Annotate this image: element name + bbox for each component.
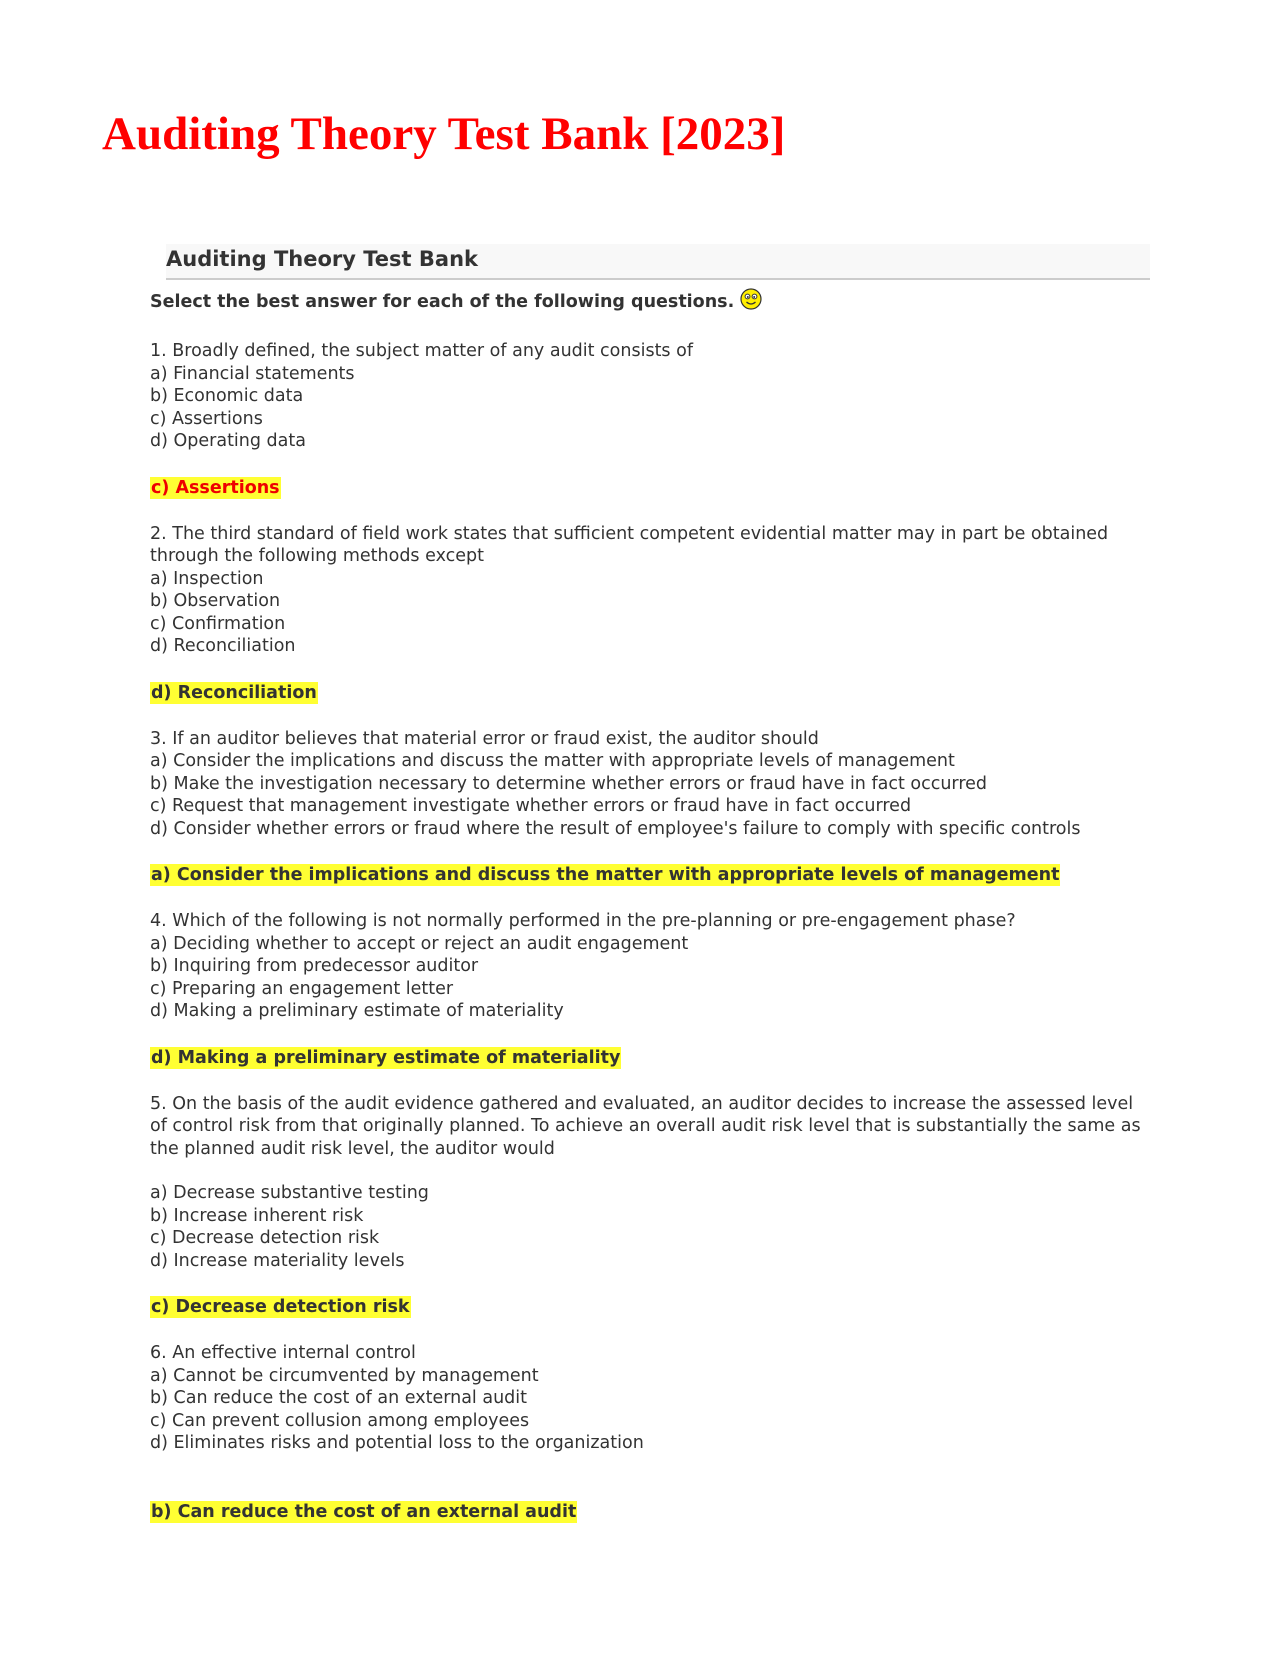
option-c: c) Decrease detection risk	[150, 1228, 380, 1248]
question-text: 3. If an auditor believes that material error or fraud exist, the auditor should	[150, 728, 819, 749]
option-a: a) Cannot be circumvented by management	[150, 1365, 539, 1386]
question-text: 2. The third standard of field work states that sufficient competent evidential matter may in part be obtained through the following methods except	[150, 523, 1109, 566]
question-list	[150, 288, 1150, 1525]
option-d: d) Operating data	[150, 431, 306, 451]
question-text: 5. On the basis of the audit evidence gathered and evaluated, an auditor decides to increase the assessed level of control risk from that originally planned. To achieve an overall audit risk level that is substantially the same as the planned audit risk level, the auditor would	[150, 1093, 1141, 1159]
option-a: a) Deciding whether to accept or reject an audit engagement	[150, 933, 689, 954]
question-5	[150, 1093, 1150, 1321]
section-header-title: Auditing Theory Test Bank	[166, 247, 478, 271]
question-4	[150, 910, 1150, 1071]
option-a: a) Financial statements	[150, 363, 355, 384]
question-1	[150, 340, 1150, 501]
option-c: c) Request that management investigate whether errors or fraud have in fact occurred	[150, 796, 912, 816]
answer-highlight: d) Reconciliation	[151, 682, 317, 703]
option-b: b) Can reduce the cost of an external audit	[150, 1388, 528, 1408]
answer-highlight: c) Assertions	[151, 477, 280, 498]
option-a: a) Decrease substantive testing	[150, 1183, 429, 1203]
document-title: Auditing Theory Test Bank [2023]	[102, 108, 786, 160]
question-2	[150, 523, 1150, 706]
answer-highlight: a) Consider the implications and discuss the matter with appropriate levels of management	[151, 865, 1060, 885]
option-b: b) Observation	[150, 591, 281, 611]
option-c: c) Confirmation	[150, 613, 286, 634]
option-b: b) Make the investigation necessary to determine whether errors or fraud have in fact occurred	[150, 773, 988, 794]
option-a: a) Consider the implications and discuss the matter with appropriate levels of management	[150, 751, 955, 771]
question-6	[150, 1342, 1150, 1525]
answer-highlight: c) Decrease detection risk	[151, 1297, 410, 1317]
option-b: b) Economic data	[150, 386, 304, 406]
option-d: d) Increase materiality levels	[150, 1250, 405, 1271]
option-a: a) Inspection	[150, 568, 264, 589]
smiley-face-icon	[740, 288, 762, 318]
instructions	[150, 288, 1150, 318]
option-b: b) Increase inherent risk	[150, 1205, 364, 1226]
option-d: d) Eliminates risks and potential loss to the organization	[150, 1433, 644, 1453]
option-d: d) Making a preliminary estimate of materiality	[150, 1001, 564, 1021]
question-text: 6. An effective internal control	[150, 1343, 416, 1363]
option-c: c) Can prevent collusion among employees	[150, 1410, 530, 1431]
question-text: 1. Broadly defined, the subject matter of any audit consists of	[150, 341, 693, 361]
question-text: 4. Which of the following is not normally performed in the pre-planning or pre-engagement phase?	[150, 911, 1016, 931]
option-d: d) Consider whether errors or fraud where the result of employee's failure to comply with specific controls	[150, 818, 1081, 839]
answer-highlight: d) Making a preliminary estimate of materiality	[151, 1047, 621, 1068]
instructions-text: Select the best answer for each of the following questions.	[150, 292, 735, 312]
question-3	[150, 728, 1150, 889]
answer-highlight: b) Can reduce the cost of an external audit	[151, 1501, 577, 1522]
section-header	[166, 244, 1150, 280]
option-c: c) Assertions	[150, 408, 263, 429]
option-c: c) Preparing an engagement letter	[150, 978, 454, 999]
option-d: d) Reconciliation	[150, 636, 296, 656]
option-b: b) Inquiring from predecessor auditor	[150, 956, 479, 976]
